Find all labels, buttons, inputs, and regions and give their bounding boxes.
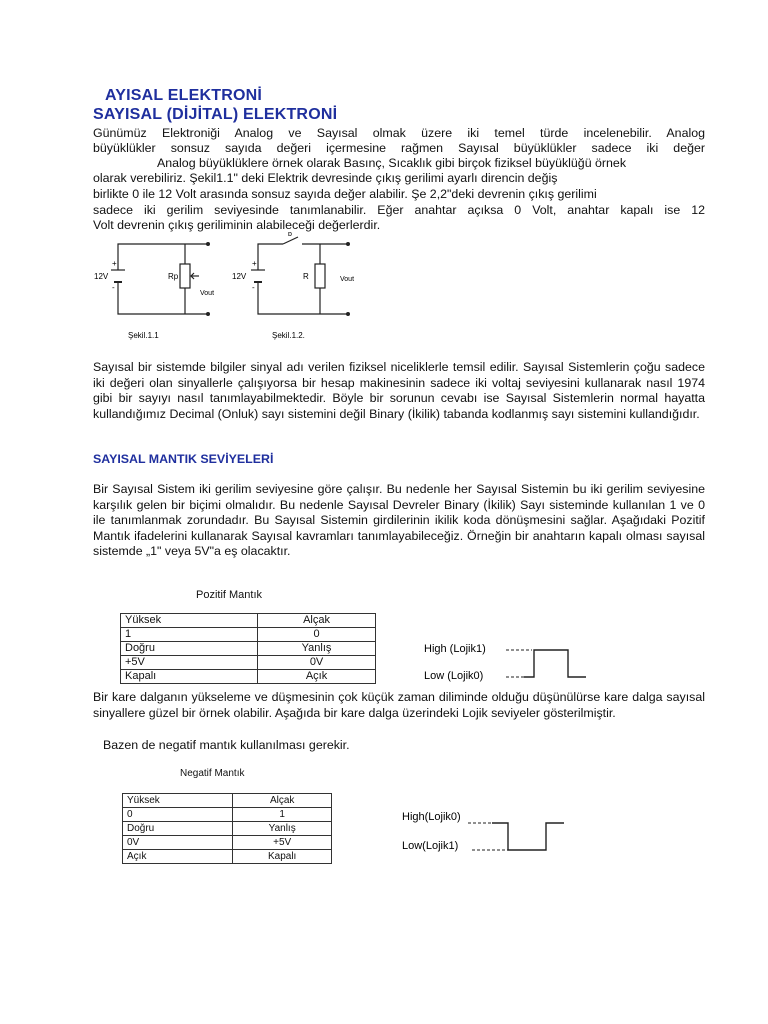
negative-logic-cell-left: 0V [123,836,233,850]
positive-logic-cell-left: 1 [121,628,258,642]
page-title-line1: AYISAL ELEKTRONİ [105,87,263,104]
intro-line-7: Volt devrenin çıkış geriliminin alabileceği değerlerdir. [93,218,381,232]
fig1-resistor-label: Rp [168,272,179,281]
negative-logic-row [123,808,332,822]
positive-logic-cell-right: Yanlış [258,642,376,656]
positive-logic-waveform [420,636,590,686]
positive-logic-cell-left: Yüksek [121,614,258,628]
negative-logic-cell-left: Doğru [123,822,233,836]
negative-logic-cell-left: Açık [123,850,233,864]
negative-logic-title: Negatif Mantık [180,768,245,779]
positive-low-label: Low (Lojik0) [424,670,484,682]
negative-square-wave [492,823,564,850]
fig2-terminal-top [346,242,350,246]
negative-high-label: High(Lojik0) [402,811,461,823]
positive-logic-row [121,628,376,642]
paragraph-square-wave: Bir kare dalganın yükseleme ve düşmesinin çok küçük zaman diliminde olduğu düşünülürse kare dalga sayısal sinyallere güzel bir örnek olabilir. Aşağıda bir kare dalga üzerindeki Lojik seviyeler gösterilmiştir. [93,690,705,720]
negative-logic-cell-right: Yanlış [233,822,332,836]
positive-logic-row [121,642,376,656]
circuit-figures [90,232,380,350]
fig2-terminal-bottom [346,312,350,316]
fig2-caption: Şekil.1.2. [272,331,305,340]
intro-line-1: Günümüz Elektroniği Analog ve Sayısal olmak üzere iki temel türde incelenebilir. Analog [93,126,705,140]
negative-logic-cell-right: Alçak [233,794,332,808]
intro-line-6: sadece iki gerilim seviyesinde tanımlanabilir. Eğer anahtar açıksa 0 Volt, anahtar kapalı ise 12 [93,203,705,217]
negative-logic-cell-left: Yüksek [123,794,233,808]
section-heading-logic-levels: SAYISAL MANTIK SEVİYELERİ [93,452,274,466]
positive-logic-cell-left: Doğru [121,642,258,656]
negative-logic-cell-left: 0 [123,808,233,822]
fig1-minus: - [112,283,115,292]
paragraph-logic-levels: Bir Sayısal Sistem iki gerilim seviyesine göre çalışır. Bu nedenle her Sayısal Sistemin bu iki gerilim seviyesine karşılık gelen bir biçimi olmalıdır. Bu nedenle Sayısal Devreler Binary (İkilik) Sayı sisteminde kullanılan 1 ve 0 ile tanımlanmak zorundadır. Bu Sayısal Sistemin girdilerinin ikilik koda dönüşmesini sağlar. Aşağıdaki Pozitif Mantık ifadelerini kullanarak Sayısal kavramları tanımlayabileceğiz. Örneğin bir anahtarın kapalı olması sayısal sistemde „1" veya 5V"a eş olacaktır. [93,482,705,558]
fig2-resistor-label: R [303,272,309,281]
intro-line-2: büyüklükler sonsuz sayıda değeri içermesine rağmen Sayısal büyüklükler sadece iki değer [93,141,705,155]
fig1-caption: Şekil.1.1 [128,331,159,340]
positive-logic-cell-right: 0 [258,628,376,642]
positive-logic-cell-right: Alçak [258,614,376,628]
negative-logic-row [123,794,332,808]
negative-logic-table [122,793,332,864]
negative-logic-row [123,850,332,864]
negative-logic-cell-right: +5V [233,836,332,850]
positive-square-wave [524,650,586,677]
positive-logic-row [121,670,376,684]
positive-high-label: High (Lojik1) [424,643,486,655]
positive-logic-table [120,613,376,684]
paragraph-negative-intro: Bazen de negatif mantık kullanılması gerekir. [103,738,350,752]
circuit-fig1 [111,244,208,314]
negative-logic-row [123,822,332,836]
negative-logic-cell-right: Kapalı [233,850,332,864]
positive-logic-row [121,656,376,670]
positive-logic-cell-right: Açık [258,670,376,684]
fig2-plus: + [252,259,257,268]
fig1-terminal-bottom [206,312,210,316]
positive-logic-row [121,614,376,628]
fig1-plus: + [112,259,117,268]
fig2-supply-label: 12V [232,272,247,281]
circuit-fig2 [251,237,348,314]
intro-line-3: Analog büyüklüklere örnek olarak Basınç, Sıcaklık gibi birçok fiziksel büyüklüğü örnek [157,156,627,170]
fig2-out-label: Vout [340,276,355,283]
negative-logic-row [123,836,332,850]
fig1-terminal-top [206,242,210,246]
intro-line-4: olarak verebiliriz. Şekil1.1" deki Elektrik devresinde çıkış gerilimi ayarlı direncin değiş [93,171,558,185]
page-title-line2: SAYISAL (DİJİTAL) ELEKTRONİ [93,106,338,123]
fig1-out-label: Vout [200,290,215,297]
paragraph-digital-systems: Sayısal bir sistemde bilgiler sinyal adı verilen fiziksel niceliklerle temsil edilir. Sayısal Sistemlerin çoğu sadece iki değeri olan sinyallerle çalışıyorsa bir hesap makinesinin sadece iki voltaj seviyesini kullanarak nasıl 1974 gibi bir sayıyı nasıl tanımlayabilmektedir. Böyle bir sorunun cevabı ise Sayısal Sistemlerin normal hayatta kullandığımız Decimal (Onluk) sayı sistemini değil Binary (İkilik) tabanda kodlanmış sayı sistemini kullandığıdır. [93,360,705,421]
fig2-minus: - [252,283,255,292]
negative-low-label: Low(Lojik1) [402,840,459,852]
positive-logic-cell-left: Kapalı [121,670,258,684]
positive-logic-cell-left: +5V [121,656,258,670]
negative-logic-cell-right: 1 [233,808,332,822]
positive-logic-title: Pozitif Mantık [196,589,263,601]
fig1-supply-label: 12V [94,272,109,281]
positive-logic-cell-right: 0V [258,656,376,670]
fig2-switch-label: b [288,232,292,238]
intro-line-5: birlikte 0 ile 12 Volt arasında sonsuz sayıda değer alabilir. Şe 2,2"deki devrenin çıkış gerilimi [93,187,597,201]
negative-logic-waveform [398,806,578,856]
